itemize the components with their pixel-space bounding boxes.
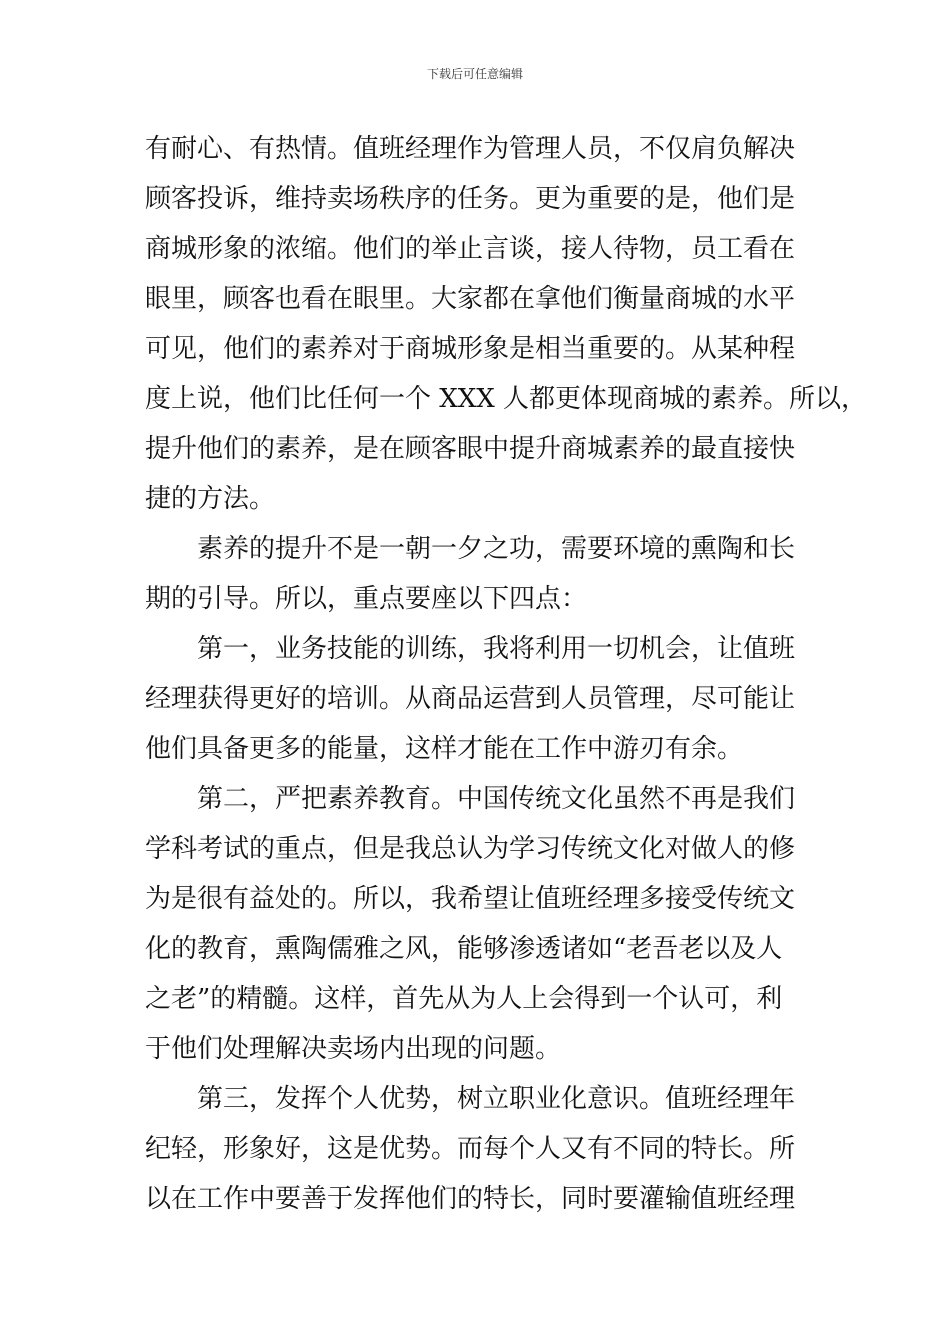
paragraph-start-line: 第二，严把素养教育。中国传统文化虽然不再是我们 <box>197 784 796 814</box>
text-line: 度上说，他们比任何一个 XXX 人都更体现商城的素养。所以， <box>145 384 868 414</box>
text-line: 之老”的精髓。这样，首先从为人上会得到一个认可，利 <box>145 984 783 1014</box>
text-line: 提升他们的素养，是在顾客眼中提升商城素养的最直接快 <box>145 434 796 464</box>
text-line: 期的引导。所以，重点要座以下四点： <box>145 584 588 614</box>
text-line: 商城形象的浓缩。他们的举止言谈，接人待物，员工看在 <box>145 234 796 264</box>
text-line: 顾客投诉，维持卖场秩序的任务。更为重要的是，他们是 <box>145 184 796 214</box>
text-line: 可见，他们的素养对于商城形象是相当重要的。从某种程 <box>145 334 796 364</box>
text-line: 纪轻，形象好，这是优势。而每个人又有不同的特长。所 <box>145 1134 796 1164</box>
text-line: 化的教育，熏陶儒雅之风，能够渗透诸如“老吾老以及人 <box>145 934 783 964</box>
paragraph-start-line: 素养的提升不是一朝一夕之功，需要环境的熏陶和长 <box>197 534 796 564</box>
text-line: 捷的方法。 <box>145 484 276 514</box>
paragraph-start-line: 第一，业务技能的训练，我将利用一切机会，让值班 <box>197 634 796 664</box>
text-line: 于他们处理解决卖场内出现的问题。 <box>145 1034 562 1064</box>
text-line: 以在工作中要善于发挥他们的特长，同时要灌输值班经理 <box>145 1184 796 1214</box>
text-line: 眼里，顾客也看在眼里。大家都在拿他们衡量商城的水平 <box>145 284 796 314</box>
text-line: 有耐心、有热情。值班经理作为管理人员，不仅肩负解决 <box>145 134 796 164</box>
text-line: 他们具备更多的能量，这样才能在工作中游刃有余。 <box>145 734 744 764</box>
text-line: 为是很有益处的。所以，我希望让值班经理多接受传统文 <box>145 884 796 914</box>
page-header: 下载后可任意编辑 <box>426 67 523 81</box>
text-line: 学科考试的重点，但是我总认为学习传统文化对做人的修 <box>145 834 796 864</box>
paragraph-start-line: 第三，发挥个人优势，树立职业化意识。值班经理年 <box>197 1084 796 1114</box>
document-body <box>145 124 868 1224</box>
text-line: 经理获得更好的培训。从商品运营到人员管理，尽可能让 <box>145 684 796 714</box>
